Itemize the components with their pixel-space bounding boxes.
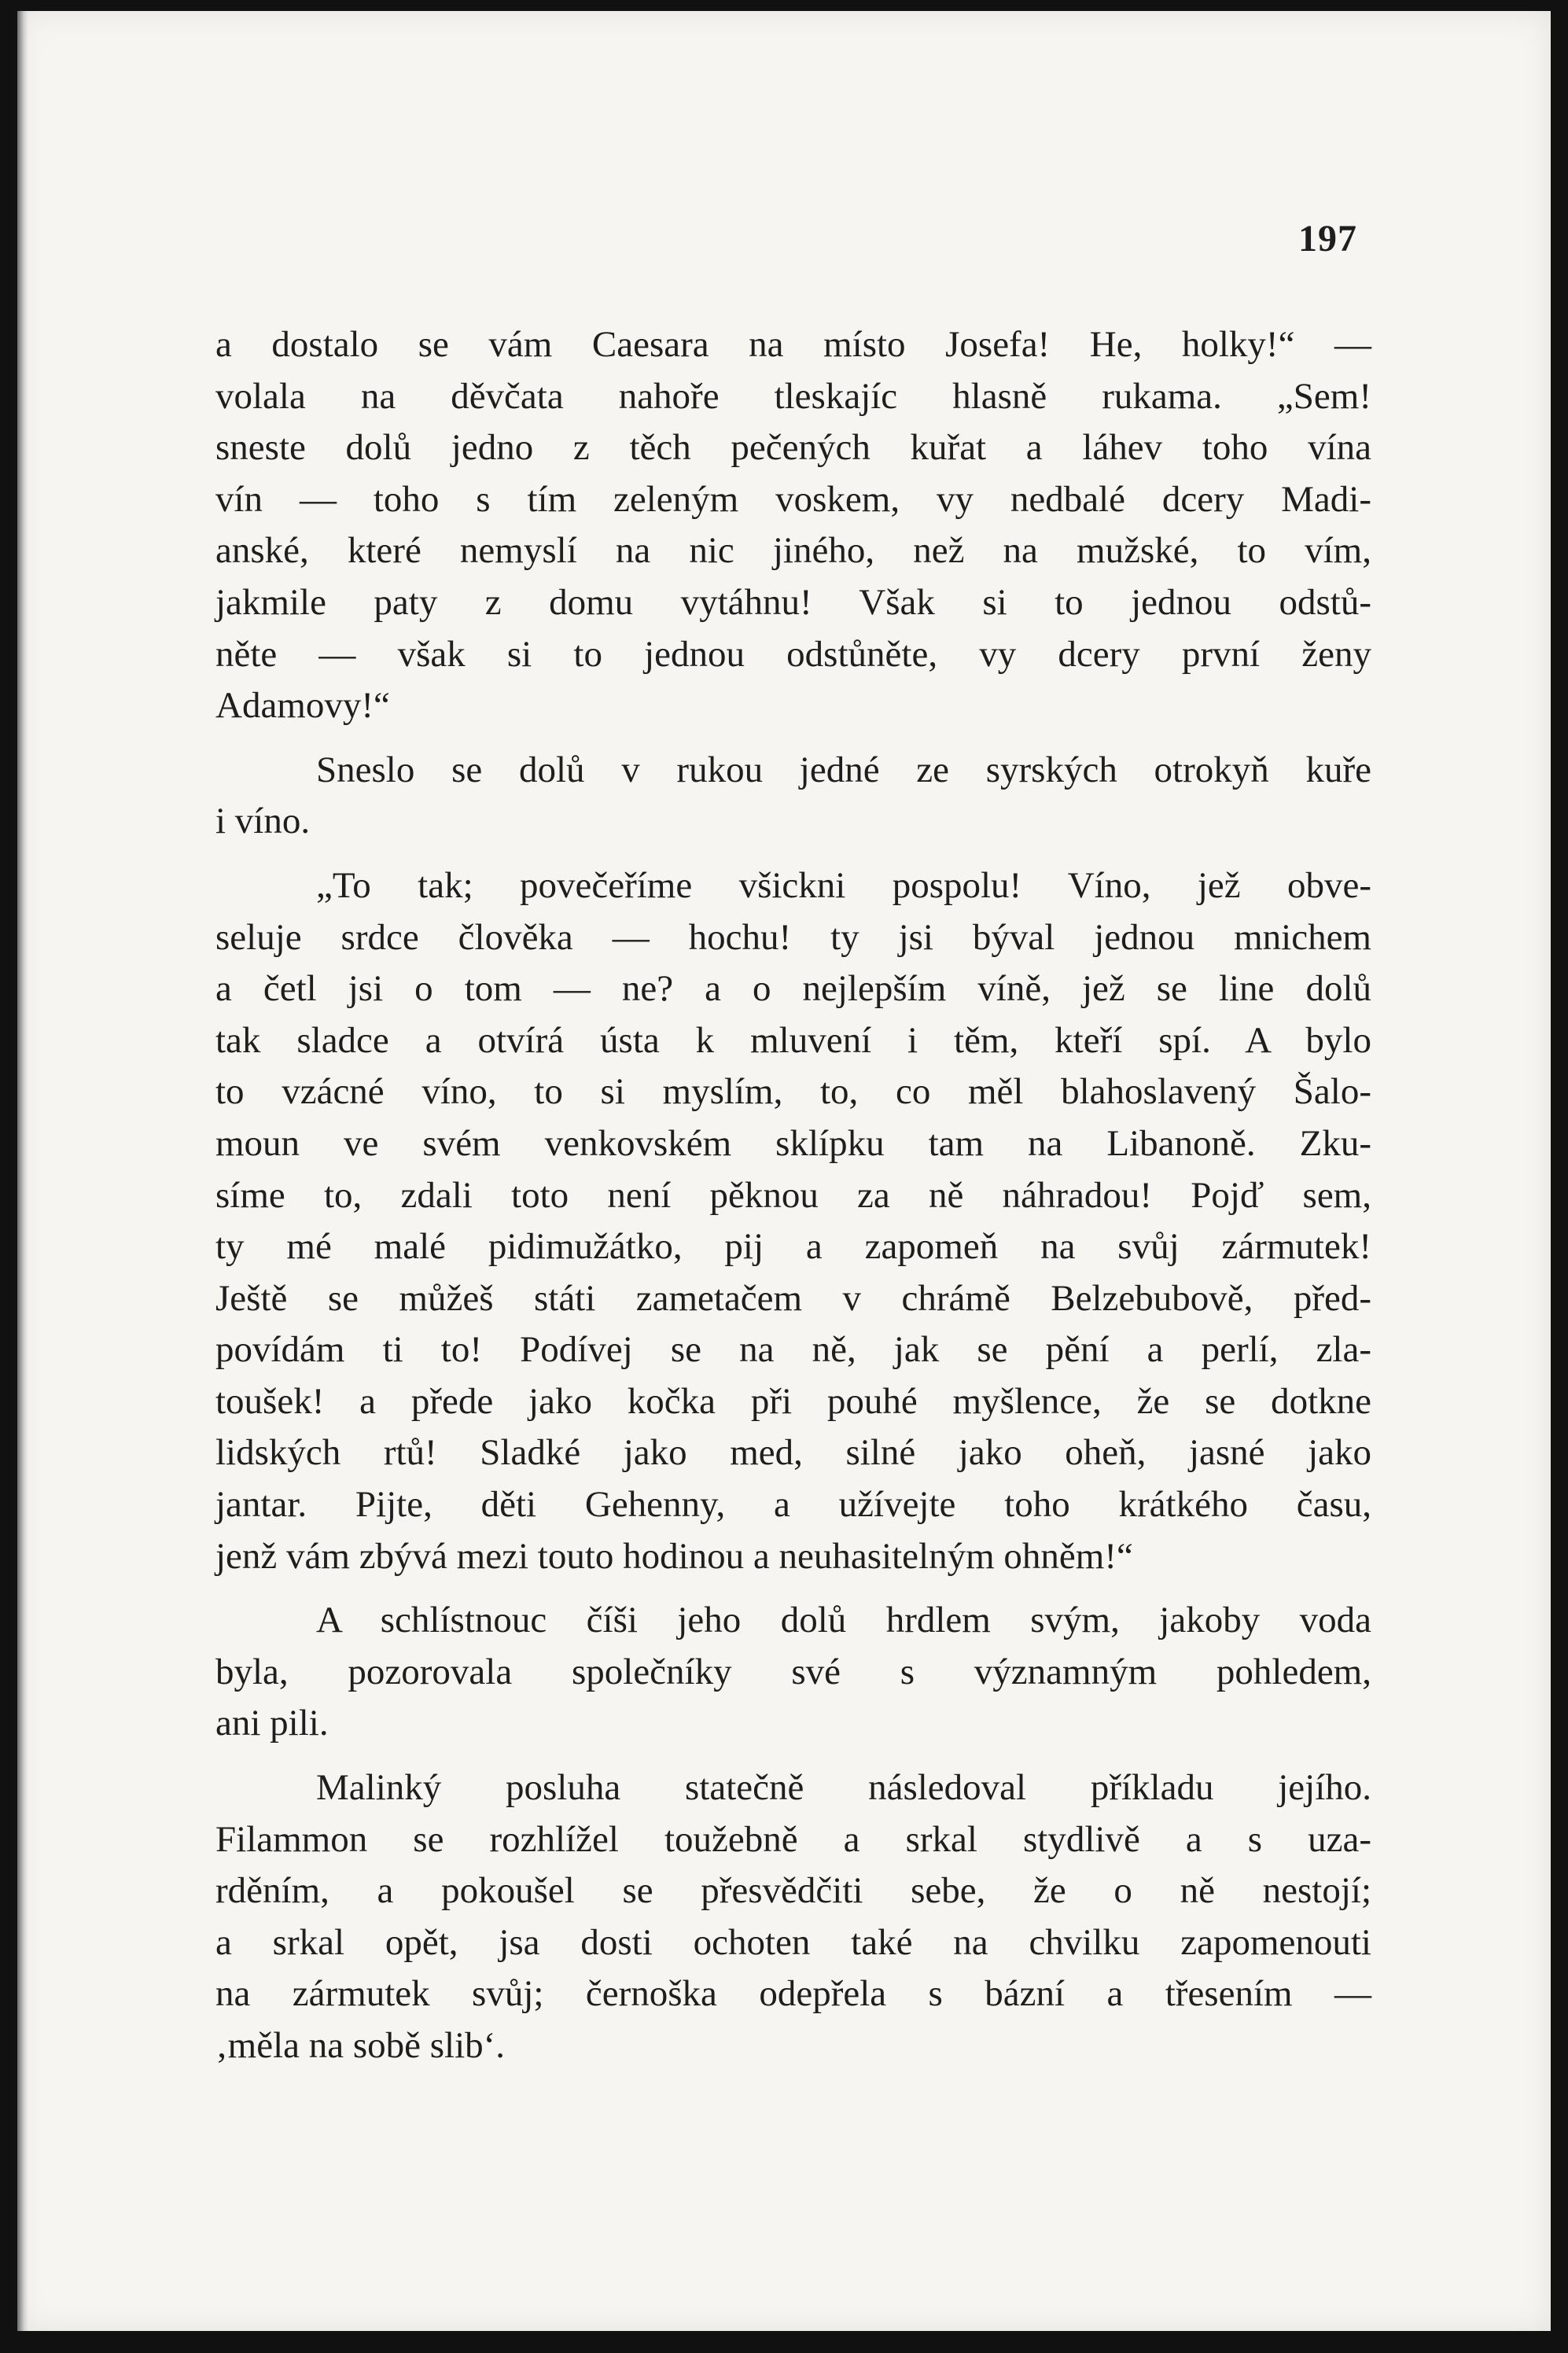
text-line: na zármutek svůj; černoška odepřela s bázní a třesením — bbox=[215, 1973, 1371, 2015]
text-line: Ještě se můžeš státi zametačem v chrámě Belzebubově, před- bbox=[215, 1277, 1371, 1319]
text-line: síme to, zdali toto není pěknou za ně náhradou! Pojď sem, bbox=[215, 1174, 1371, 1216]
text-line: byla, pozorovala společníky své s významným pohledem, bbox=[215, 1651, 1371, 1692]
text-line: rděním, a pokoušel se přesvědčiti sebe, že o ně nestojí; bbox=[215, 1870, 1371, 1912]
text-line: Filammon se rozhlížel toužebně a srkal stydlivě a s uza- bbox=[215, 1818, 1371, 1860]
text-line: jenž vám zbývá mezi touto hodinou a neuhasitelným ohněm!“ bbox=[215, 1535, 1133, 1577]
text-line: Malinký posluha statečně následoval příkladu jejího. bbox=[316, 1767, 1371, 1809]
page-edge-shadow bbox=[17, 11, 28, 2331]
text-line: „To tak; povečeříme všickni pospolu! Víno, jež obve- bbox=[316, 864, 1371, 906]
paragraph bbox=[215, 860, 1371, 1582]
text-line: a četl jsi o tom — ne? a o nejlepším víně, jež se line dolů bbox=[215, 968, 1371, 1010]
text-line: a srkal opět, jsa dosti ochoten také na chvilku zapomenouti bbox=[215, 1921, 1371, 1963]
paragraph bbox=[215, 745, 1371, 848]
text-line: moun ve svém venkovském sklípku tam na Libanoně. Zku- bbox=[215, 1122, 1371, 1164]
text-line: Adamovy!“ bbox=[215, 685, 390, 727]
text-line: jakmile paty z domu vytáhnu! Však si to jednou odstů- bbox=[215, 581, 1371, 623]
text-line: seluje srdce člověka — hochu! ty jsi býval jednou mnichem bbox=[215, 916, 1371, 958]
body-text bbox=[215, 319, 1371, 2072]
text-line: i víno. bbox=[215, 801, 311, 842]
text-line: Sneslo se dolů v rukou jedné ze syrských otrokyň kuře bbox=[316, 749, 1371, 790]
text-line: anské, které nemyslí na nic jiného, než na mužské, to vím, bbox=[215, 530, 1371, 572]
text-line: toušek! a přede jako kočka při pouhé myšlence, že se dotkne bbox=[215, 1380, 1371, 1422]
text-line: jantar. Pijte, děti Gehenny, a užívejte toho krátkého času, bbox=[215, 1484, 1371, 1526]
page-number: 197 bbox=[1298, 218, 1357, 260]
text-line: sneste dolů jedno z těch pečených kuřat a láhev toho vína bbox=[215, 427, 1371, 469]
text-line: vín — toho s tím zeleným voskem, vy nedbalé dcery Madi- bbox=[215, 478, 1371, 520]
paragraph bbox=[215, 1595, 1371, 1750]
text-line: a dostalo se vám Caesara na místo Josefa! He, holky!“ — bbox=[215, 324, 1371, 365]
text-line: volala na děvčata nahoře tleskajíc hlasně rukama. „Sem! bbox=[215, 375, 1371, 417]
book-page bbox=[17, 11, 1551, 2331]
text-line: ty mé malé pidimužátko, pij a zapomeň na svůj zármutek! bbox=[215, 1226, 1371, 1268]
text-line: povídám ti to! Podívej se na ně, jak se pění a perlí, zla- bbox=[215, 1329, 1371, 1371]
text-line: ‚měla na sobě slib‘. bbox=[215, 2025, 506, 2066]
text-line: to vzácné víno, to si myslím, to, co měl blahoslavený Šalo- bbox=[215, 1071, 1371, 1113]
paragraph bbox=[215, 319, 1371, 732]
text-line: A schlístnouc číši jeho dolů hrdlem svým, jakoby voda bbox=[316, 1600, 1371, 1641]
paragraph bbox=[215, 1762, 1371, 2072]
text-line: lidských rtů! Sladké jako med, silné jako oheň, jasné jako bbox=[215, 1432, 1371, 1474]
text-line: tak sladce a otvírá ústa k mluvení i těm, kteří spí. A bylo bbox=[215, 1019, 1371, 1061]
text-line: ani pili. bbox=[215, 1703, 329, 1744]
text-line: něte — však si to jednou odstůněte, vy dcery první ženy bbox=[215, 633, 1371, 675]
